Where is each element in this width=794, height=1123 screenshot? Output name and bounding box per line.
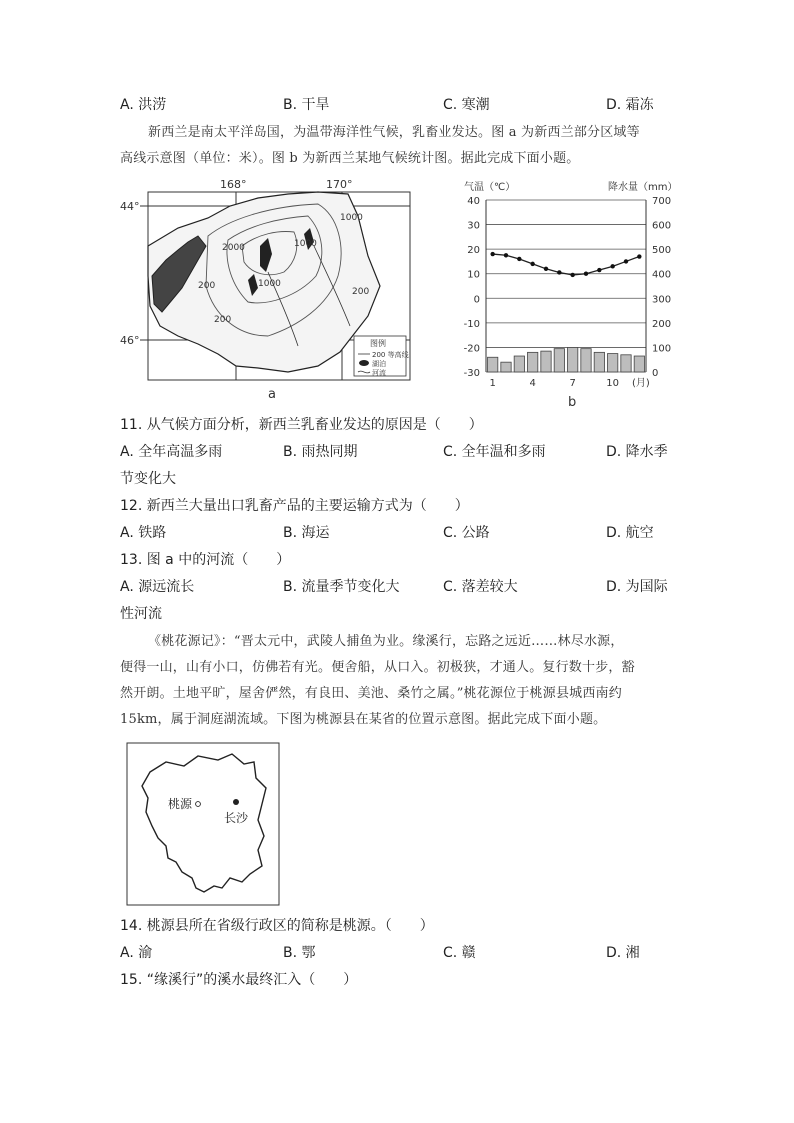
temperature-line xyxy=(493,254,640,275)
contour-label: 200 xyxy=(352,287,370,297)
q15-stem: 15. “缘溪行”的溪水最终汇入（ ） xyxy=(120,972,358,988)
taoyuan-label: 桃源 xyxy=(168,797,193,811)
q13-option-c: C. 落差较大 xyxy=(443,579,518,595)
legend-contour: 200 等高线 xyxy=(372,351,409,359)
q14-options xyxy=(0,942,794,964)
temperature-point xyxy=(637,254,641,258)
changsha-label: 长沙 xyxy=(224,811,249,825)
contour-label: 1000 xyxy=(258,279,281,289)
q10-option-b: B. 干旱 xyxy=(283,97,330,113)
month-unit-label: (月) xyxy=(632,378,650,389)
contour-label: 1000 xyxy=(340,213,363,223)
nz-intro-line1: 新西兰是南太平洋岛国，为温带海洋性气候，乳畜业发达。图 a 为新西兰部分区域等 xyxy=(148,125,640,140)
nz-contour-map xyxy=(118,176,418,404)
lat-label-44: 44° xyxy=(120,200,140,213)
precip-axis-label: 降水量（mm） xyxy=(608,182,678,193)
map-legend xyxy=(354,336,409,377)
q11-option-b: B. 雨热同期 xyxy=(283,444,358,460)
legend-river: 河流 xyxy=(372,369,386,377)
q14-option-d: D. 湘 xyxy=(606,945,640,961)
temp-tick-label: -30 xyxy=(463,368,480,379)
q14-option-a: A. 渝 xyxy=(120,945,153,961)
precip-bar xyxy=(621,355,631,372)
precip-tick-label: 700 xyxy=(652,196,672,207)
temp-tick-label: 30 xyxy=(467,220,480,232)
temperature-point xyxy=(544,267,548,271)
temperature-point xyxy=(584,272,588,276)
q12-options xyxy=(0,522,794,544)
q11-options xyxy=(0,441,794,463)
tao-intro-line4: 15km，属于洞庭湖流域。下图为桃源县在某省的位置示意图。据此完成下面小题。 xyxy=(120,712,607,727)
q12-option-a: A. 铁路 xyxy=(120,525,167,541)
precip-bar xyxy=(634,356,644,372)
precip-tick-label: 400 xyxy=(652,269,672,281)
contour-label: 1000 xyxy=(294,239,317,249)
q11-option-a: A. 全年高温多雨 xyxy=(120,444,223,460)
precip-bar xyxy=(514,356,524,372)
precip-tick-label: 200 xyxy=(652,318,672,330)
temperature-point xyxy=(530,262,534,266)
figure-a-caption: a xyxy=(268,387,276,402)
lon-label-170: 170° xyxy=(326,178,353,191)
q11-option-d: D. 降水季 xyxy=(606,444,668,460)
contour-label: 2000 xyxy=(222,243,245,253)
temp-tick-label: 40 xyxy=(467,196,480,207)
temperature-point xyxy=(557,270,561,274)
precip-bar xyxy=(594,352,604,372)
precip-tick-label: 300 xyxy=(652,294,672,306)
q11-option-d-wrap: 节变化大 xyxy=(120,471,176,487)
q11-option-c: C. 全年温和多雨 xyxy=(443,444,546,460)
q12-option-d: D. 航空 xyxy=(606,525,654,541)
temperature-point xyxy=(570,273,574,277)
q10-option-d: D. 霜冻 xyxy=(606,97,654,113)
month-tick-label: 7 xyxy=(569,378,576,389)
q10-option-a: A. 洪涝 xyxy=(120,97,167,113)
q12-option-b: B. 海运 xyxy=(283,525,330,541)
month-tick-label: 1 xyxy=(489,378,496,389)
q13-option-b: B. 流量季节变化大 xyxy=(283,579,400,595)
tao-intro-line2: 便得一山，山有小口，仿佛若有光。便舍船，从口入。初极狭，才通人。复行数十步，豁 xyxy=(120,660,635,675)
province-map xyxy=(126,742,280,906)
precip-bar xyxy=(581,349,591,372)
contour-label: 200 xyxy=(198,281,216,291)
q14-option-b: B. 鄂 xyxy=(283,945,316,961)
month-tick-label: 4 xyxy=(529,378,536,389)
q10-option-c: C. 寒潮 xyxy=(443,97,490,113)
temperature-point xyxy=(504,253,508,257)
temperature-point xyxy=(597,268,601,272)
precip-tick-label: 0 xyxy=(652,368,659,379)
temperature-point xyxy=(490,252,494,256)
lat-label-46: 46° xyxy=(120,334,140,347)
precip-bar xyxy=(541,351,551,372)
q13-options xyxy=(0,576,794,598)
legend-title: 图例 xyxy=(370,339,386,348)
q13-option-d-wrap: 性河流 xyxy=(120,606,162,622)
temp-tick-label: 10 xyxy=(467,269,480,281)
temperature-point xyxy=(517,257,521,261)
lon-label-168: 168° xyxy=(220,178,247,191)
precip-bar xyxy=(554,349,564,372)
q12-option-c: C. 公路 xyxy=(443,525,490,541)
precip-bar xyxy=(568,347,578,372)
precip-bar xyxy=(528,352,538,372)
temperature-point xyxy=(624,259,628,263)
temp-axis-label: 气温（℃） xyxy=(464,182,516,193)
q13-option-a: A. 源远流长 xyxy=(120,579,195,595)
precip-bar xyxy=(501,362,511,372)
temp-tick-label: 0 xyxy=(473,294,480,306)
precip-bar xyxy=(488,357,498,372)
q14-stem: 14. 桃源县所在省级行政区的简称是桃源。（ ） xyxy=(120,918,434,934)
precip-tick-label: 600 xyxy=(652,220,672,232)
climate-chart xyxy=(440,176,680,408)
precip-tick-label: 500 xyxy=(652,245,672,257)
temperature-point xyxy=(610,264,614,268)
month-tick-label: 10 xyxy=(606,378,620,389)
temp-tick-label: -10 xyxy=(463,318,480,330)
precip-tick-label: 100 xyxy=(652,343,672,355)
tao-intro-line3: 然开朗。土地平旷，屋舍俨然，有良田、美池、桑竹之属。”桃花源位于桃源县城西南约 xyxy=(120,686,622,701)
q11-stem: 11. 从气候方面分析，新西兰乳畜业发达的原因是（ ） xyxy=(120,417,483,433)
figure-b-caption: b xyxy=(568,395,577,408)
legend-lake: 湖泊 xyxy=(372,360,386,368)
temp-tick-label: 20 xyxy=(467,245,480,257)
changsha-marker xyxy=(233,799,239,805)
tao-intro-line1: 《桃花源记》：“晋太元中，武陵人捕鱼为业。缘溪行，忘路之远近……林尽水源， xyxy=(148,634,624,649)
q13-stem: 13. 图 a 中的河流（ ） xyxy=(120,552,291,568)
q12-stem: 12. 新西兰大量出口乳畜产品的主要运输方式为（ ） xyxy=(120,498,469,514)
temp-tick-label: -20 xyxy=(463,343,480,355)
nz-intro-line2: 高线示意图（单位：米）。图 b 为新西兰某地气候统计图。据此完成下面小题。 xyxy=(120,151,580,166)
q13-option-d: D. 为国际 xyxy=(606,579,668,595)
q10-options xyxy=(0,94,794,116)
q14-option-c: C. 赣 xyxy=(443,945,476,961)
precip-bar xyxy=(608,354,618,372)
contour-label: 200 xyxy=(214,315,232,325)
